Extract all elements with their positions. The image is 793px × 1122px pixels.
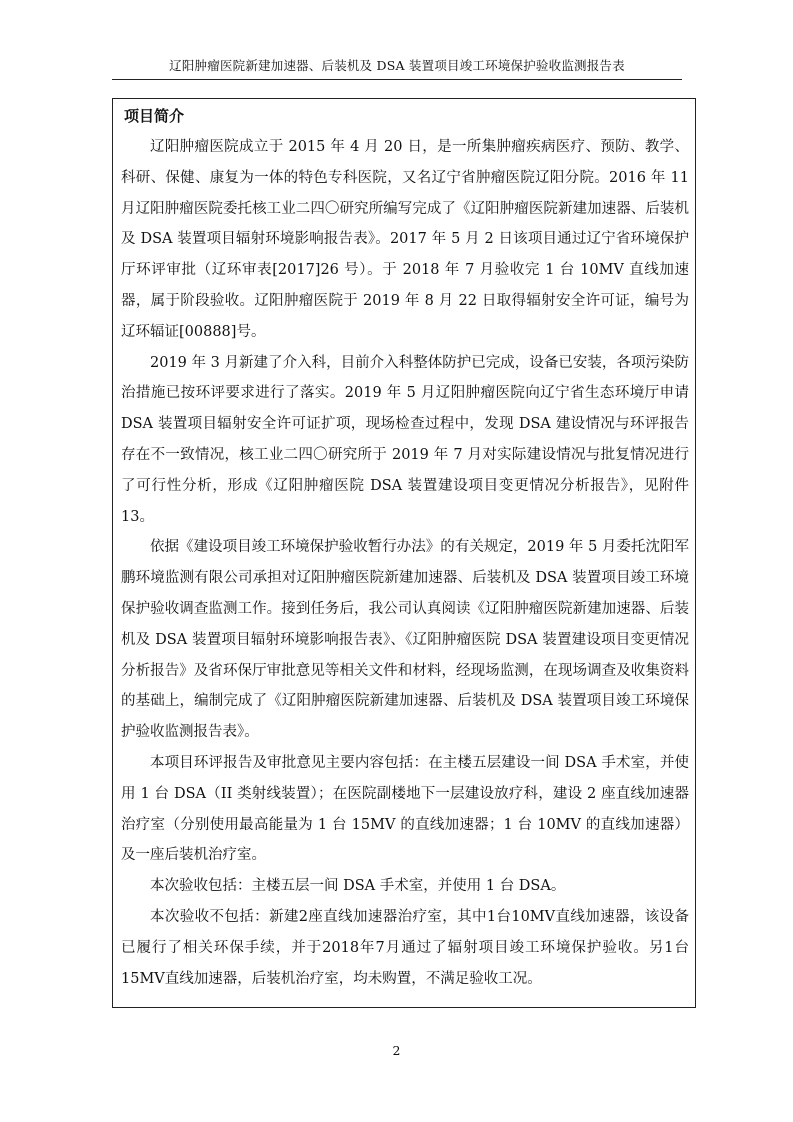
page-number: 2 — [392, 1043, 401, 1058]
paragraph-1: 辽阳肿瘤医院成立于 2015 年 4 月 20 日，是一所集肿瘤疾病医疗、预防、教学、科研、保健、康复为一体的特色专科医院，又名辽宁省肿瘤医院辽阳分院。2016 年 11 月辽阳肿瘤医院委托核工业二四〇研究所编写完成了《辽阳肿瘤医院新建加速器、后装机及 DSA 装置项目辐射环境影响报告表》。2017 年 5 月 2 日该项目通过辽宁省环境保护厅环评审批（辽环审表[2017]26 号）。于 2018 年 7 月验收完 1 台 10MV 直线加速器，属于阶段验收。辽阳肿瘤医院于 2019 年 8 月 22 日取得辐射安全许可证，编号为辽环辐证[00888]号。 — [121, 139, 689, 340]
paragraph-6: 本次验收不包括：新建2座直线加速器治疗室，其中1台10MV直线加速器，该设备已履行了相关环保手续，并于2018年7月通过了辐射项目竣工环境保护验收。另1台15MV直线加速器，后装机治疗室，均未购置，不满足验收工况。 — [121, 908, 689, 987]
running-header: 辽阳肿瘤医院新建加速器、后装机及 DSA 装置项目竣工环境保护验收监测报告表 — [169, 58, 625, 73]
header-divider — [112, 79, 682, 80]
paragraph-2: 2019 年 3 月新建了介入科，目前介入科整体防护已完成，设备已安装，各项污染防治措施已按环评要求进行了落实。2019 年 5 月辽阳肿瘤医院向辽宁省生态环境厅申请 DSA 装置项目辐射安全许可证扩项，现场检查过程中，发现 DSA 建设情况与环评报告存在不一致情况，核工业二四〇研究所于 2019 年 7 月对实际建设情况与批复情况进行了可行性分析，形成《辽阳肿瘤医院 DSA 装置建设项目变更情况分析报告》，见附件 13。 — [121, 354, 689, 525]
paragraph-5: 本次验收包括：主楼五层一间 DSA 手术室，并使用 1 台 DSA。 — [150, 878, 566, 895]
paragraph-3: 依据《建设项目竣工环境保护验收暂行办法》的有关规定，2019 年 5 月委托沈阳军鹏环境监测有限公司承担对辽阳肿瘤医院新建加速器、后装机及 DSA 装置项目竣工环境保护验收调查监测工作。接到任务后，我公司认真阅读《辽阳肿瘤医院新建加速器、后装机及 DSA 装置项目辐射环境影响报告表》、《辽阳肿瘤医院 DSA 装置建设项目变更情况分析报告》及省环保厅审批意见等相关文件和材料，经现场监测，在现场调查及收集资料的基础上，编制完成了《辽阳肿瘤医院新建加速器、后装机及 DSA 装置项目竣工环境保护验收监测报告表》。 — [121, 539, 689, 741]
section-body — [121, 132, 689, 994]
project-summary-box — [112, 98, 696, 1008]
section-title: 项目简介 — [124, 107, 185, 125]
paragraph-4: 本项目环评报告及审批意见主要内容包括：在主楼五层建设一间 DSA 手术室，并使用 1 台 DSA（II 类射线装置）；在医院副楼地下一层建设放疗科，建设 2 座直线加速器治疗室（分别使用最高能量为 1 台 15MV 的直线加速器；1 台 10MV 的直线加速器）及一座后装机治疗室。 — [121, 754, 689, 864]
